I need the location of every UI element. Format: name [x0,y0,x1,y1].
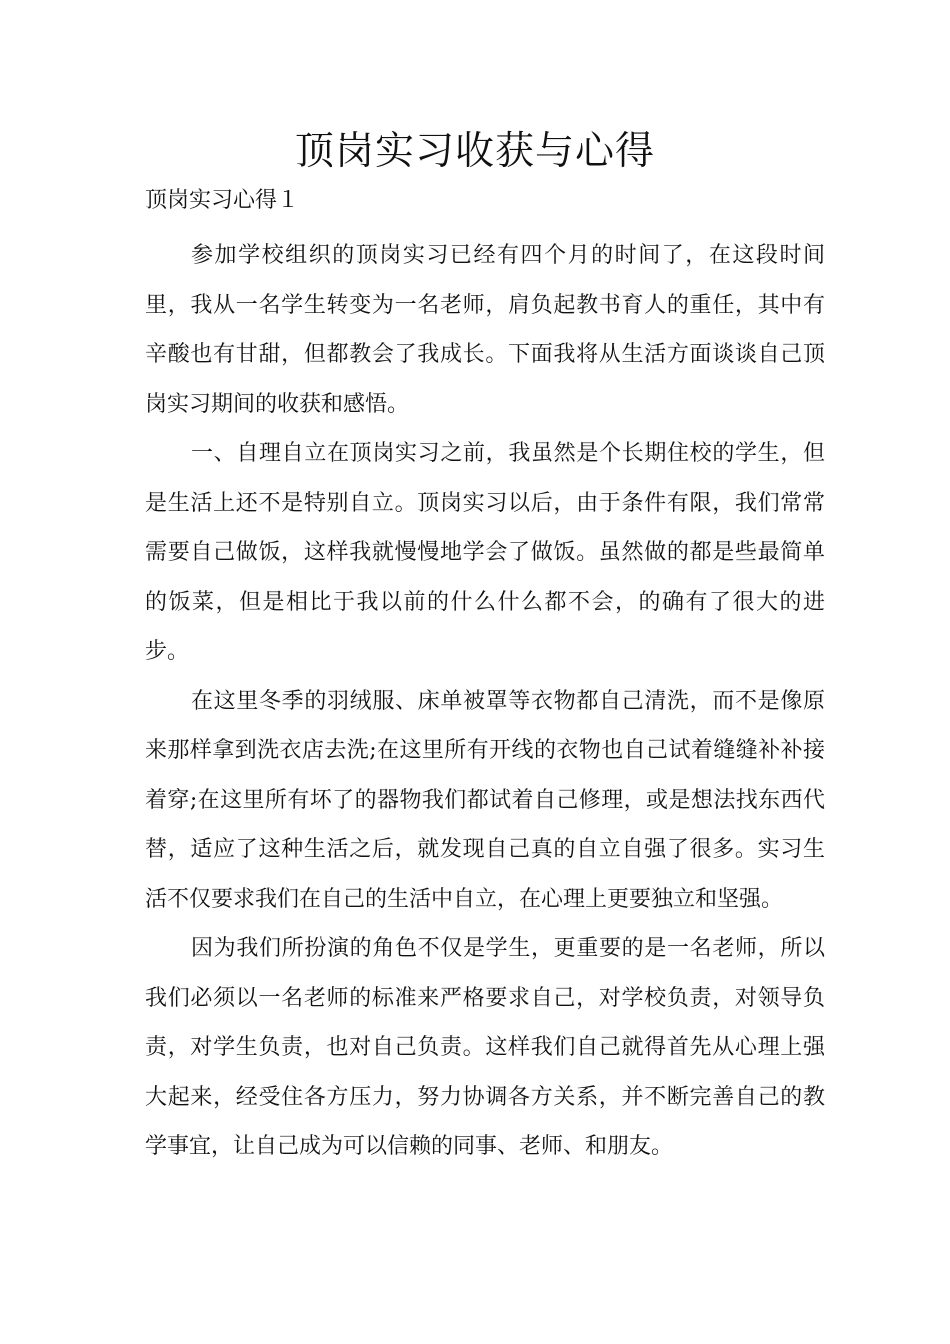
paragraph-2: 一、自理自立在顶岗实习之前，我虽然是个长期住校的学生，但是生活上还不是特别自立。顶岗实习以后，由于条件有限，我们常常需要自己做饭，这样我就慢慢地学会了做饭。虽然做的都是些最简单的饭菜，但是相比于我以前的什么什么都不会，的确有了很大的进步。 [145,441,825,664]
document-title: 顶岗实习收获与心得 [294,129,655,174]
paragraph-4: 因为我们所扮演的角色不仅是学生，更重要的是一名老师，所以我们必须以一名老师的标准来严格要求自己，对学校负责，对领导负责，对学生负责，也对自己负责。这样我们自己就得首先从心理上强大起来，经受住各方压力，努力协调各方关系，并不断完善自己的教学事宜，让自己成为可以信赖的同事、老师、和朋友。 [145,936,825,1159]
section-heading: 顶岗实习心得１ [145,188,300,213]
document-body [145,231,825,1172]
paragraph-1: 参加学校组织的顶岗实习已经有四个月的时间了，在这段时间里，我从一名学生转变为一名老师，肩负起教书育人的重任，其中有辛酸也有甘甜，但都教会了我成长。下面我将从生活方面谈谈自己顶岗实习期间的收获和感悟。 [145,243,825,417]
paragraph-3: 在这里冬季的羽绒服、床单被罩等衣物都自己清洗，而不是像原来那样拿到洗衣店去洗;在这里所有开线的衣物也自己试着缝缝补补接着穿;在这里所有坏了的器物我们都试着自己修理，或是想法找东西代替，适应了这种生活之后，就发现自己真的自立自强了很多。实习生活不仅要求我们在自己的生活中自立，在心理上更要独立和坚强。 [145,688,825,912]
